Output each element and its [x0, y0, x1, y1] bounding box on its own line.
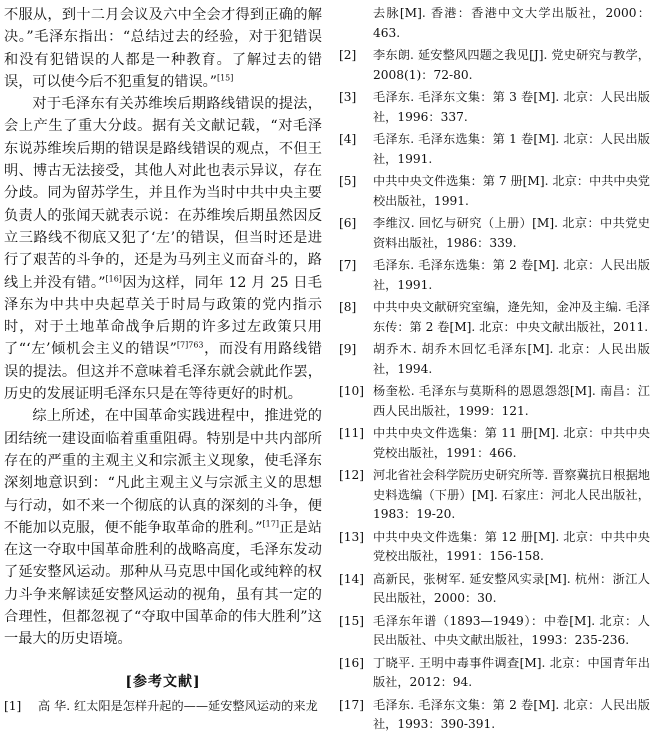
reference-text: 中共中央文件选集：第 11 册[M]. 北京：中共中央党校出版社，1991：466.	[373, 426, 650, 460]
paragraph-2-tail2: ，而没有用路线错误的提法。但这并不意味着毛泽东就会就此作罢，历史的发展证明毛泽东只是在等待更好的时机。	[4, 341, 322, 403]
reference-text: 中共中央文件选集：第 12 册[M]. 北京：中共中央党校出版社，1991：156-158.	[373, 529, 650, 563]
reference-number: [17]	[339, 697, 365, 712]
reference-number: [15]	[339, 613, 365, 628]
reference-1-continued	[339, 4, 650, 43]
reference-number: [2]	[339, 48, 357, 62]
paragraph-2	[4, 93, 322, 405]
reference-text: 毛泽东. 毛泽东文集：第 3 卷[M]. 北京：人民出版社，1996：337.	[373, 90, 650, 124]
reference-text: 毛泽东. 毛泽东选集：第 1 卷[M]. 北京：人民出版社，1991.	[373, 132, 650, 166]
reference-text: 毛泽东年谱（1893—1949）：中卷[M]. 北京：人民出版社、中央文献出版社，1993：235-236.	[373, 613, 650, 647]
reference-item	[339, 88, 650, 127]
reference-text: 河北省社会科学院历史研究所等. 晋察冀抗日根据地史料选编（下册）[M]. 石家庄：河北人民出版社，1983：19-20.	[373, 468, 650, 521]
reference-text: 李东朗. 延安整风四题之我见[J]. 党史研究与教学，2008(1)：72-80.	[373, 48, 650, 82]
reference-item	[339, 130, 650, 169]
reference-item	[339, 382, 650, 421]
reference-item	[339, 214, 650, 253]
reference-text: 胡乔木. 胡乔木回忆毛泽东[M]. 北京：人民出版社，1994.	[373, 342, 650, 376]
reference-number: [1]	[4, 698, 22, 713]
reference-item	[339, 696, 650, 735]
reference-text: 中共中央文件选集：第 7 册[M]. 北京：中共中央党校出版社，1991.	[373, 174, 650, 208]
reference-item	[339, 570, 650, 609]
reference-text: 毛泽东. 毛泽东文集：第 2 卷[M]. 北京：人民出版社，1993：390-391.	[373, 697, 650, 731]
reference-number: [7]	[339, 258, 357, 272]
reference-item	[339, 612, 650, 651]
citation-17: [17]	[262, 519, 279, 529]
reference-item	[339, 340, 650, 379]
reference-text: 李维汉. 回忆与研究（上册）[M]. 北京：中共党史资料出版社，1986：339.	[373, 216, 650, 250]
reference-text: 高新民，张树军. 延安整风实录[M]. 杭州：浙江人民出版社，2000：30.	[373, 571, 650, 605]
reference-text: 高 华. 红太阳是怎样升起的——延安整风运动的来龙	[38, 698, 318, 713]
reference-text: 丁晓平. 王明中毒事件调查[M]. 北京：中国青年出版社，2012：94.	[373, 655, 650, 689]
reference-item	[339, 46, 650, 85]
reference-number: [5]	[339, 174, 357, 188]
citation-16: [16]	[105, 273, 122, 283]
reference-number: [3]	[339, 90, 357, 104]
reference-number: [11]	[339, 426, 365, 440]
reference-number: [13]	[339, 529, 365, 544]
right-column	[339, 4, 650, 738]
paragraph-2-tail: 因为这样，同年 12 月 25 日毛泽东为中共中央起草关于时局与政策的党内指示时，对于土地革命战争后期的许多过左政策只用了“‘左’倾机会主义的错误”	[4, 274, 322, 358]
reference-item	[339, 256, 650, 295]
reference-item	[339, 466, 650, 525]
reference-text: 杨奎松. 毛泽东与莫斯科的恩恩怨怨[M]. 南昌：江西人民出版社，1999：121.	[373, 384, 650, 418]
paragraph-3-tail: 正是站在这一夺取中国革命胜利的战略高度，毛泽东发动了延安整风运动。那种从马克思中国化或纯粹的权力斗争来解读延安整风运动的视角，虽有其一定的合理性，但都忽视了“夺取中国革命的伟大胜利”这一最大的历史语境。	[4, 519, 322, 648]
reference-list	[339, 46, 650, 735]
reference-number: [16]	[339, 655, 365, 670]
reference-item	[339, 528, 650, 567]
reference-number: [4]	[339, 132, 357, 146]
reference-text: 去脉[M]. 香港：香港中文大学出版社，2000：463.	[373, 6, 650, 40]
paragraph-1	[4, 4, 322, 93]
reference-number: [14]	[339, 571, 365, 586]
reference-number: [6]	[339, 216, 357, 230]
paragraph-2-text: 对于毛泽东有关苏维埃后期路线错误的提法，会上产生了重大分歧。据有关文献记载，“对毛泽东说苏维埃后期的错误是路线错误的观点，不但王明、博古无法接受，其他人对此也表示异议，存在分歧。同为留苏学生，并且作为当时中共中央主要负责人的张闻天就表示说：在苏维埃后期虽然因反立三路线不彻底又犯了‘左’的错误，但当时还是进行了艰苦的斗争的，还是为马列主义而奋斗的，路线上并没有错。”	[4, 96, 322, 291]
paragraph-3	[4, 405, 322, 650]
reference-text: 毛泽东. 毛泽东选集：第 2 卷[M]. 北京：人民出版社，1991.	[373, 258, 650, 292]
reference-item	[339, 298, 650, 337]
paragraph-3-text: 综上所述，在中国革命实践进程中，推进党的团结统一建设面临着重重阻碍。特别是中共内部所存在的严重的主观主义和宗派主义现象，使毛泽东深刻地意识到：“凡此主观主义与宗派主义的思想与行动，如不来一个彻底的认真的深刻的斗争，便不能加以克服，便不能争取革命的胜利。”	[4, 408, 322, 536]
left-column	[4, 4, 322, 716]
references-heading: [参考文献]	[125, 673, 201, 690]
citation-15: [15]	[216, 73, 234, 83]
reference-number: [10]	[339, 384, 365, 398]
reference-item	[339, 654, 650, 693]
paragraph-1-text: 不服从，到十二月会议及六中全会才得到正确的解决。”毛泽东指出：“总结过去的经验，对于犯错误和没有犯错误的人都是一种教育。了解过去的错误，可以使今后不犯重复的错误。”	[4, 7, 322, 90]
reference-item	[339, 424, 650, 463]
reference-number: [12]	[339, 468, 365, 482]
reference-item	[339, 172, 650, 211]
reference-number: [8]	[339, 300, 357, 314]
reference-number: [9]	[339, 342, 357, 356]
reference-1	[4, 697, 322, 717]
reference-text: 中共中央文献研究室编，逄先知，金冲及主编. 毛泽东传：第 2 卷[M]. 北京：中央文献出版社，2011.	[373, 300, 650, 334]
citation-7: [7]763	[176, 340, 204, 350]
